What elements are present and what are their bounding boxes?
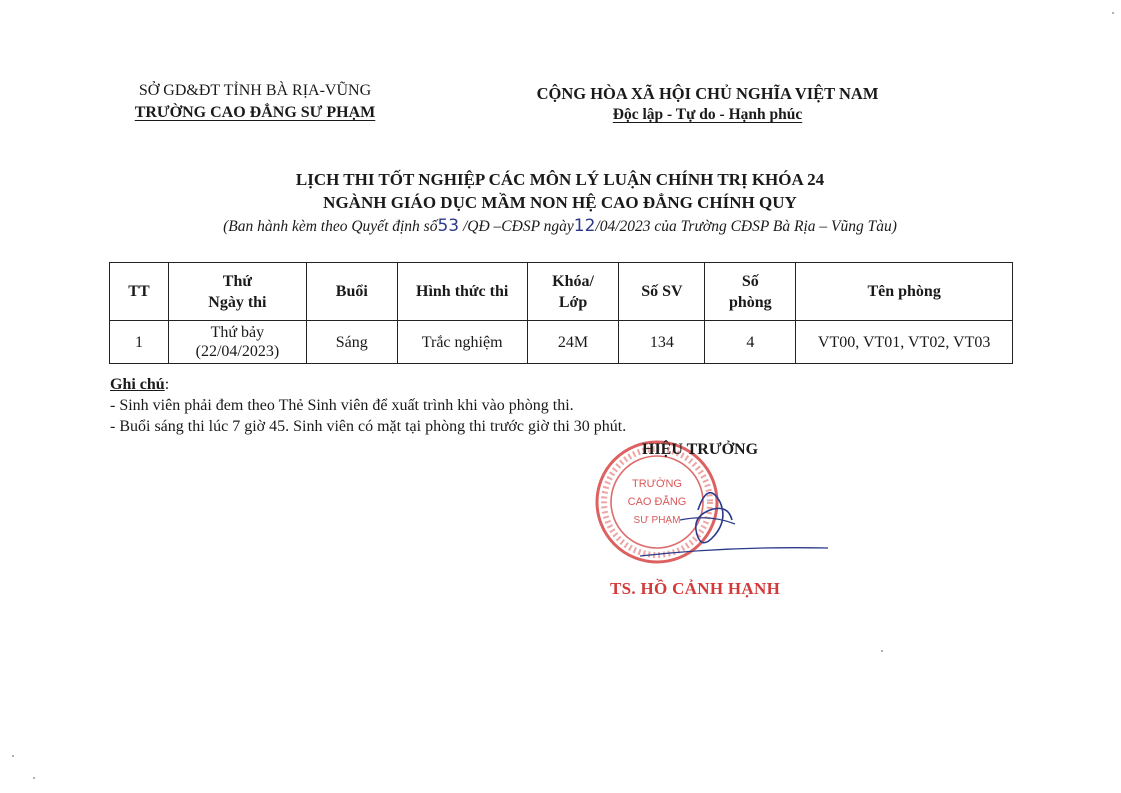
col-header-session: Buổi [306, 263, 397, 321]
col-header-format: Hình thức thi [397, 263, 527, 321]
document-title: LỊCH THI TỐT NGHIỆP CÁC MÔN LÝ LUẬN CHÍNH TRỊ KHÓA 24 [295, 170, 825, 189]
col-header-class-l2: Lớp [558, 293, 588, 311]
col-header-tt: TT [110, 263, 169, 321]
scan-speck [33, 777, 35, 779]
seal-line-3: SƯ PHẠM [633, 515, 681, 526]
col-header-date-l2: Ngày thi [208, 293, 267, 311]
cell-room-names: VT00, VT01, VT02, VT03 [796, 321, 1013, 364]
scan-speck [881, 650, 883, 652]
decision-reference [120, 216, 1000, 236]
school-name-text: TRƯỜNG CAO ĐẲNG SƯ PHẠM [134, 104, 376, 121]
notes-heading: Ghi chú: [110, 376, 170, 393]
notes-section [110, 374, 810, 437]
seal-line-1: TRƯỜNG [632, 478, 682, 490]
cell-format: Trắc nghiệm [397, 321, 527, 364]
col-header-date-l1: Thứ [222, 272, 252, 290]
col-header-room-count-l2: phòng [728, 293, 772, 311]
cell-tt: 1 [110, 321, 169, 364]
notes-label: Ghi chú [110, 376, 165, 393]
national-motto-text: Độc lập - Tự do - Hạnh phúc [612, 106, 803, 123]
cell-date [168, 321, 306, 364]
cell-weekday: Thứ bảy [210, 324, 265, 341]
table-header-row [110, 263, 1013, 321]
col-header-class [527, 263, 619, 321]
col-header-class-l1: Khóa/ [552, 272, 594, 290]
decision-day: 12 [573, 216, 596, 236]
cell-room-count: 4 [705, 321, 796, 364]
signer-name: TS. HỒ CẢNH HẠNH [610, 579, 781, 598]
school-name [110, 104, 400, 122]
decision-number: 53 [437, 216, 460, 236]
national-title: CỘNG HÒA XÃ HỘI CHỦ NGHĨA VIỆT NAM [536, 84, 879, 103]
document-subtitle: NGÀNH GIÁO DỤC MẦM NON HỆ CAO ĐẲNG CHÍNH QUY [323, 193, 797, 212]
cell-students: 134 [619, 321, 705, 364]
department-name: SỞ GD&ĐT TỈNH BÀ RỊA-VŨNG [138, 82, 372, 99]
col-header-room-count [705, 263, 796, 321]
col-header-room-names: Tên phòng [796, 263, 1013, 321]
scan-speck [12, 755, 14, 757]
signer-title: HIỆU TRƯỞNG [642, 441, 759, 458]
col-header-date [168, 263, 306, 321]
note-line-2: - Buổi sáng thi lúc 7 giờ 45. Sinh viên có mặt tại phòng thi trước giờ thi 30 phút. [110, 418, 627, 435]
col-header-room-count-l1: Số [741, 272, 759, 290]
exam-schedule-table [109, 262, 1013, 364]
cell-exam-date: (22/04/2023) [195, 343, 280, 360]
decision-ref-part1: (Ban hành kèm theo Quyết định số [223, 218, 438, 235]
national-motto [500, 106, 915, 124]
cell-class: 24M [527, 321, 619, 364]
decision-ref-part3: /04/2023 của Trường CĐSP Bà Rịa – Vũng Tàu) [595, 218, 897, 235]
col-header-students: Số SV [619, 263, 705, 321]
decision-ref-part2: /QĐ –CĐSP ngày [459, 218, 574, 235]
table-row [110, 321, 1013, 364]
cell-session: Sáng [306, 321, 397, 364]
note-line-1: - Sinh viên phải đem theo Thẻ Sinh viên để xuất trình khi vào phòng thi. [110, 397, 574, 414]
scan-speck [1112, 12, 1114, 14]
seal-line-2: CAO ĐẲNG [627, 496, 687, 508]
handwritten-signature [620, 470, 835, 565]
